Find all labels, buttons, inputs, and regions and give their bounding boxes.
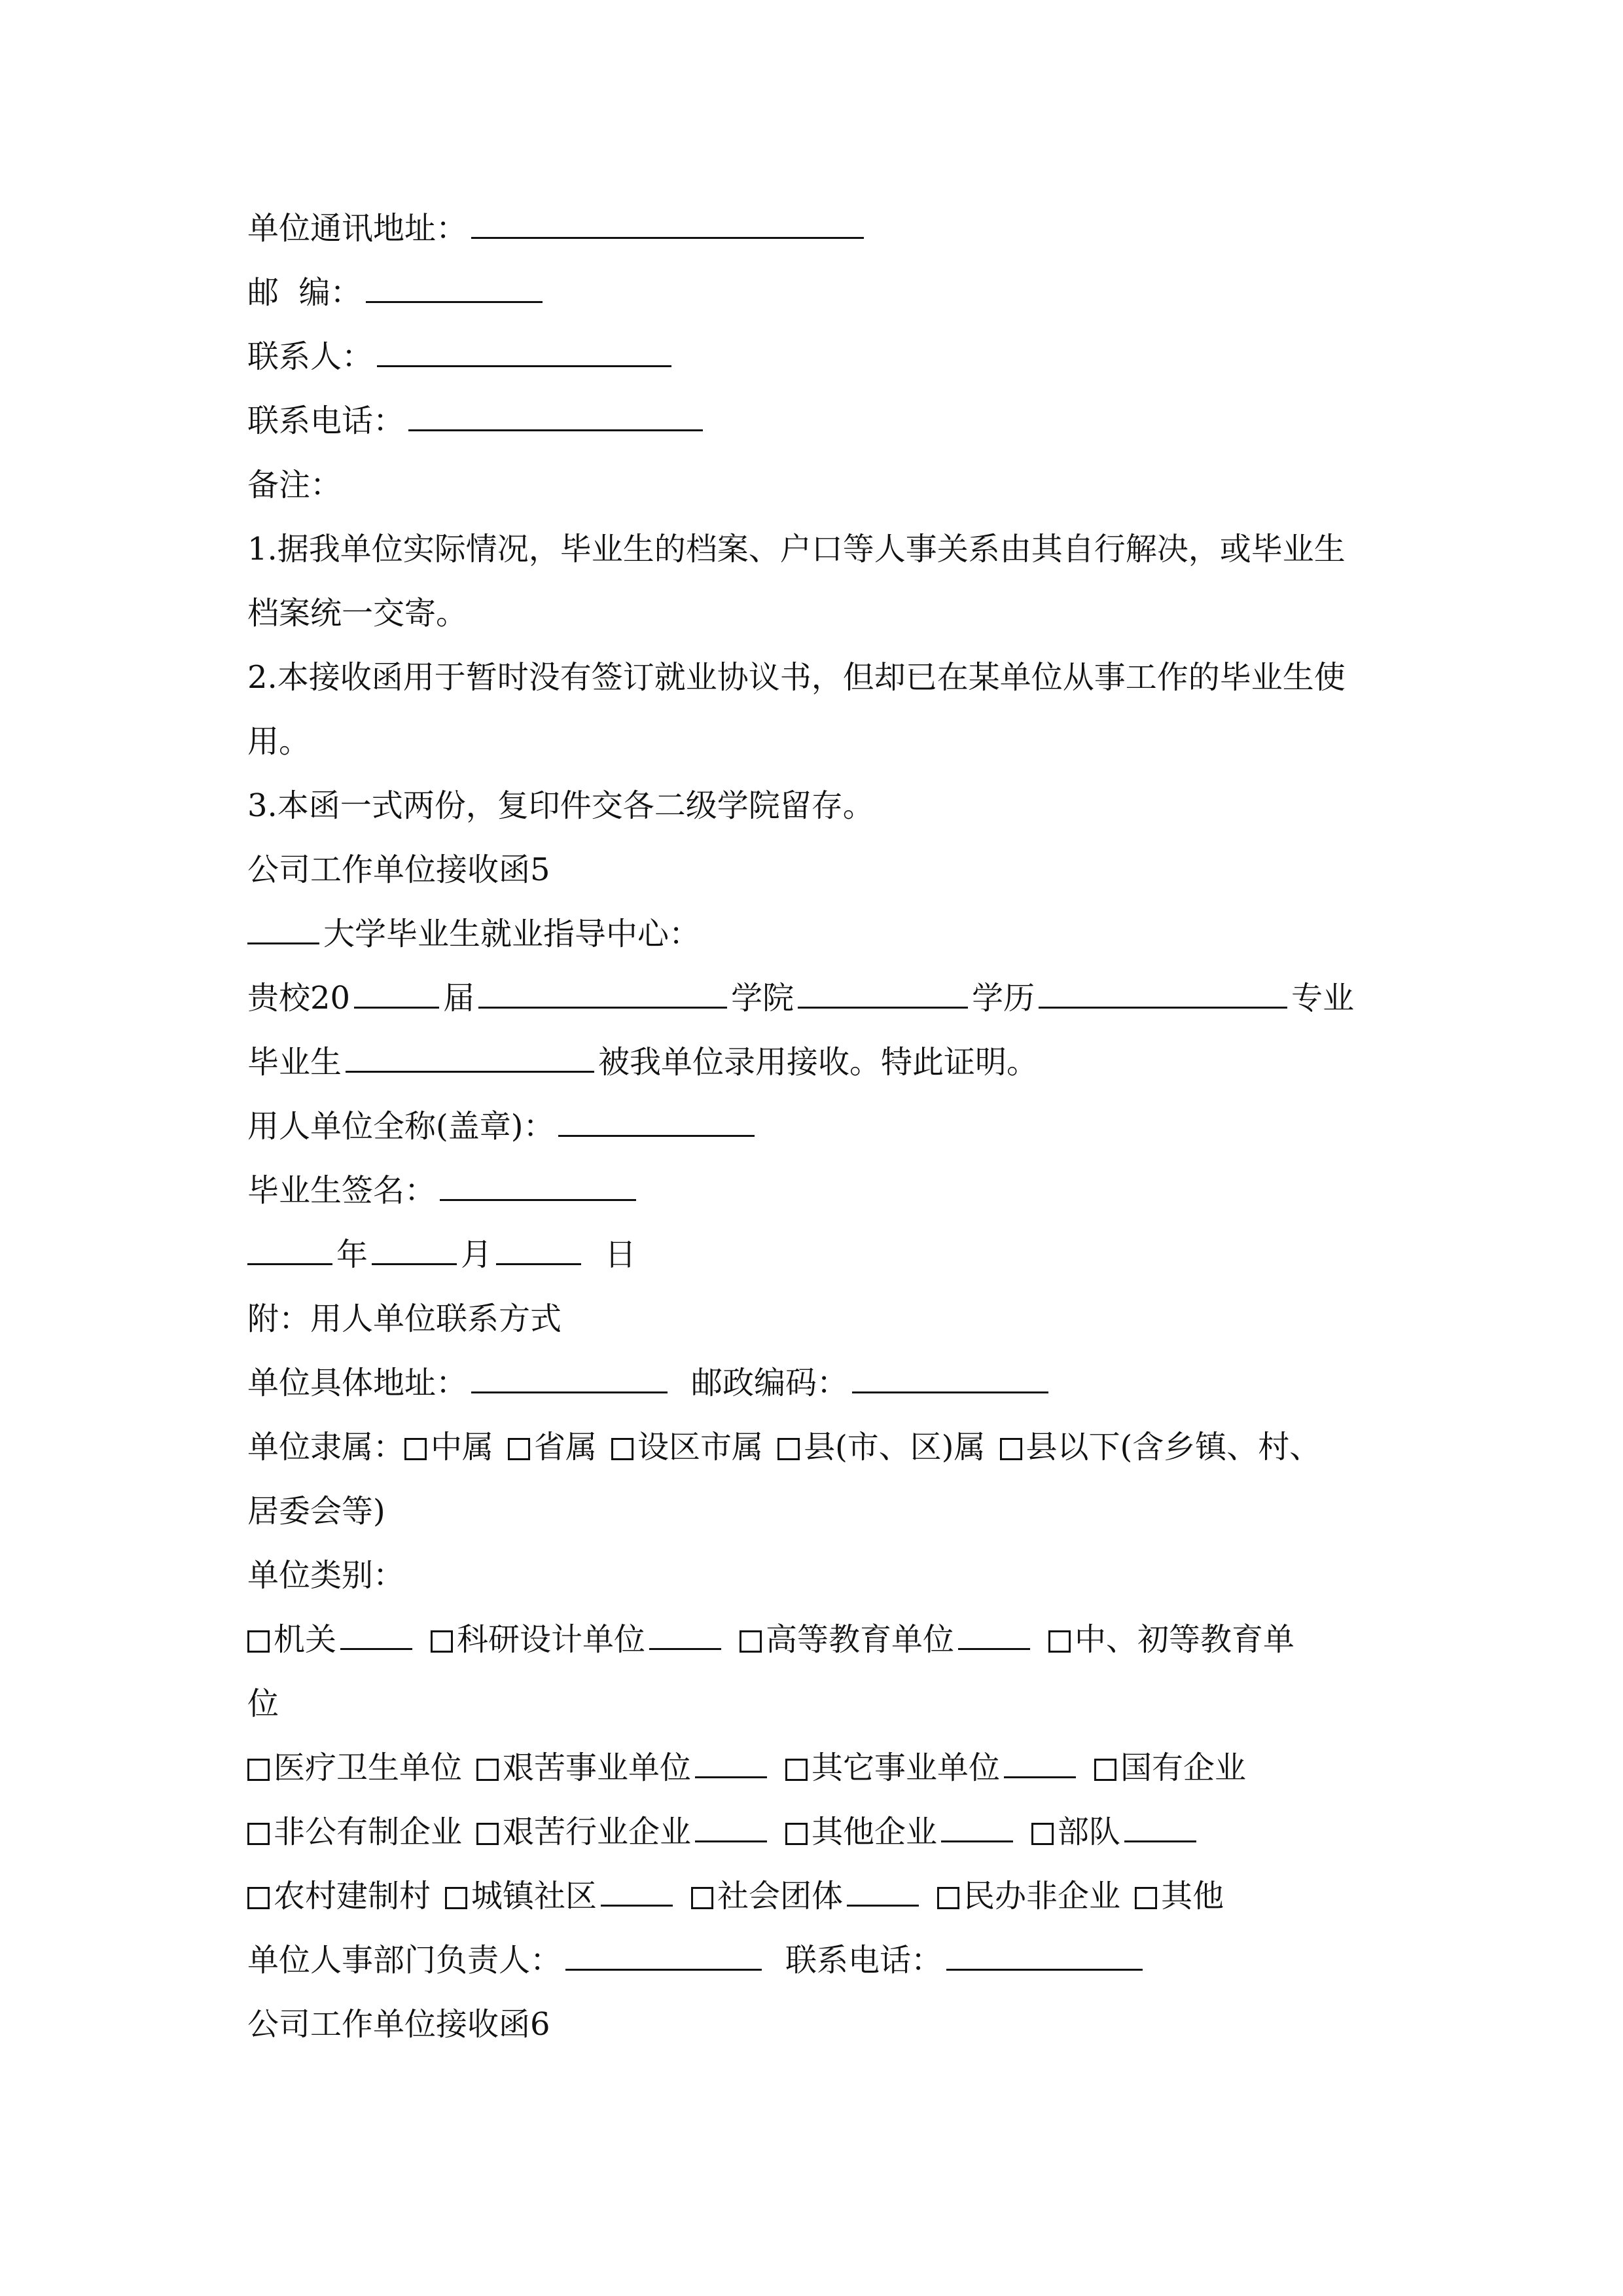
checkbox[interactable] [691, 1887, 713, 1909]
affiliation-option: 县(市、区)属 [804, 1429, 986, 1465]
category-blank [941, 1814, 1013, 1842]
signature-label: 毕业生签名： [247, 1172, 437, 1209]
body-text-year-prefix: 贵校20 [247, 980, 351, 1016]
category-option: 民办非企业 [963, 1878, 1121, 1914]
category-blank [695, 1750, 767, 1778]
affiliation-line [247, 1415, 1381, 1479]
contact-person-label: 联系人： [247, 338, 374, 375]
contact-phone-label: 联系电话： [247, 403, 405, 439]
checkbox[interactable] [508, 1438, 530, 1460]
checkbox[interactable] [476, 1759, 499, 1781]
category-blank [695, 1814, 767, 1842]
hr-phone-label: 联系电话： [785, 1942, 943, 1979]
recipient-line [247, 902, 1381, 966]
category-row-2 [247, 1736, 1381, 1800]
checkbox[interactable] [785, 1823, 808, 1845]
category-option: 城镇社区 [471, 1878, 597, 1914]
category-option: 社会团体 [717, 1878, 844, 1914]
contact-person-blank [377, 339, 671, 367]
checkbox[interactable] [1000, 1438, 1022, 1460]
category-blank [649, 1622, 721, 1650]
affiliation-option: 县以下(含乡镇、村、 [1026, 1429, 1321, 1465]
checkbox[interactable] [247, 1823, 270, 1845]
zip-blank [852, 1365, 1048, 1393]
hr-label: 单位人事部门负责人： [247, 1942, 562, 1979]
notes-title: 备注： [247, 467, 342, 503]
checkbox[interactable] [247, 1887, 270, 1909]
unit-address-blank [471, 1365, 668, 1393]
document-page [247, 196, 1381, 2056]
checkbox[interactable] [247, 1630, 270, 1653]
month-blank [372, 1237, 457, 1265]
employer-line [247, 1094, 1381, 1158]
checkbox[interactable] [937, 1887, 959, 1909]
hr-phone-blank [946, 1943, 1143, 1971]
year-blank [247, 1237, 332, 1265]
category-option: 高等教育单位 [766, 1621, 955, 1658]
session-blank [478, 980, 727, 1009]
university-blank [247, 916, 319, 944]
category-row-3 [247, 1800, 1381, 1864]
address-blank [471, 211, 864, 239]
category-blank [847, 1878, 919, 1907]
address-label: 单位通讯地址： [247, 210, 468, 247]
checkbox[interactable] [740, 1630, 762, 1653]
checkbox[interactable] [1031, 1823, 1054, 1845]
category-option: 中、初等教育单 [1075, 1621, 1295, 1658]
category-blank [1004, 1750, 1076, 1778]
signature-blank [440, 1173, 636, 1201]
postcode-blank [366, 275, 543, 303]
category-option: 艰苦行业企业 [503, 1814, 692, 1850]
postcode-label: 邮 编： [247, 274, 362, 311]
affiliation-label: 单位隶属： [247, 1429, 405, 1465]
affiliation-option: 省属 [534, 1429, 597, 1465]
affiliation-option: 设区市属 [637, 1429, 764, 1465]
date-line [247, 1223, 1381, 1287]
affiliation-option: 中属 [431, 1429, 494, 1465]
day-label: 日 [605, 1236, 637, 1273]
hr-blank [565, 1943, 762, 1971]
checkbox[interactable] [404, 1438, 427, 1460]
class-year-blank [354, 980, 439, 1009]
signature-line [247, 1158, 1381, 1223]
checkbox[interactable] [476, 1823, 499, 1845]
category-label: 单位类别： [247, 1557, 405, 1594]
category-option: 部队 [1058, 1814, 1121, 1850]
body-line-2 [247, 1030, 1381, 1094]
affiliation-cont: 居委会等) [247, 1493, 385, 1530]
graduate-name-blank [346, 1045, 594, 1073]
category-option: 艰苦事业单位 [503, 1749, 692, 1786]
college-blank [798, 980, 968, 1009]
checkbox[interactable] [431, 1630, 453, 1653]
body-text-college: 学院 [731, 980, 794, 1016]
address-line [247, 196, 1381, 260]
category-option: 国有企业 [1120, 1749, 1247, 1786]
category-row-4 [247, 1864, 1381, 1928]
category-option: 医疗卫生单位 [274, 1749, 463, 1786]
checkbox[interactable] [1135, 1887, 1157, 1909]
contact-person-line [247, 325, 1381, 389]
category-option: 其他企业 [812, 1814, 938, 1850]
body-text-major: 专业 [1291, 980, 1355, 1016]
checkbox[interactable] [1048, 1630, 1071, 1653]
checkbox[interactable] [785, 1759, 808, 1781]
category-blank [958, 1622, 1030, 1650]
body-text-graduate: 毕业生 [247, 1044, 342, 1081]
note-3: 3.本函一式两份，复印件交各二级学院留存。 [247, 787, 874, 824]
body-line-1 [247, 966, 1381, 1030]
note-1-line-2: 档案统一交寄。 [247, 595, 468, 632]
category-row-1 [247, 1607, 1381, 1672]
category-blank [1124, 1814, 1196, 1842]
category-row-1-cont: 位 [247, 1685, 279, 1722]
contact-phone-blank [408, 403, 703, 431]
addr-zip-line [247, 1351, 1381, 1415]
employer-label: 用人单位全称(盖章)： [247, 1108, 555, 1145]
month-label: 月 [461, 1236, 493, 1273]
category-option: 非公有制企业 [274, 1814, 463, 1850]
postcode-line [247, 260, 1381, 325]
contact-phone-line [247, 389, 1381, 453]
category-option: 科研设计单位 [457, 1621, 646, 1658]
attachment-title: 附：用人单位联系方式 [247, 1300, 562, 1337]
zip-label: 邮政编码： [691, 1365, 849, 1401]
body-text-session: 届 [443, 980, 475, 1016]
category-blank [601, 1878, 673, 1907]
body-text-certify: 被我单位录用接收。特此证明。 [598, 1044, 1039, 1081]
body-text-degree: 学历 [972, 980, 1035, 1016]
category-blank [340, 1622, 412, 1650]
day-blank [496, 1237, 581, 1265]
category-option: 机关 [274, 1621, 337, 1658]
note-2-line-1: 2.本接收函用于暂时没有签订就业协议书，但却已在某单位从事工作的毕业生使 [247, 659, 1346, 696]
category-option: 其他 [1161, 1878, 1224, 1914]
employer-blank [558, 1109, 755, 1137]
year-label: 年 [336, 1236, 368, 1273]
hr-line [247, 1928, 1381, 1992]
checkbox[interactable] [445, 1887, 467, 1909]
checkbox[interactable] [777, 1438, 800, 1460]
checkbox[interactable] [611, 1438, 633, 1460]
letter-5-heading: 公司工作单位接收函5 [247, 852, 550, 888]
category-option: 农村建制村 [274, 1878, 431, 1914]
checkbox[interactable] [247, 1759, 270, 1781]
degree-blank [1039, 980, 1287, 1009]
note-2-line-2: 用。 [247, 723, 311, 760]
letter-6-heading: 公司工作单位接收函6 [247, 2006, 550, 2043]
category-option: 其它事业单位 [812, 1749, 1001, 1786]
note-1-line-1: 1.据我单位实际情况，毕业生的档案、户口等人事关系由其自行解决，或毕业生 [247, 531, 1346, 567]
checkbox[interactable] [1094, 1759, 1116, 1781]
recipient-label: 大学毕业生就业指导中心： [323, 916, 701, 952]
unit-address-label: 单位具体地址： [247, 1365, 468, 1401]
